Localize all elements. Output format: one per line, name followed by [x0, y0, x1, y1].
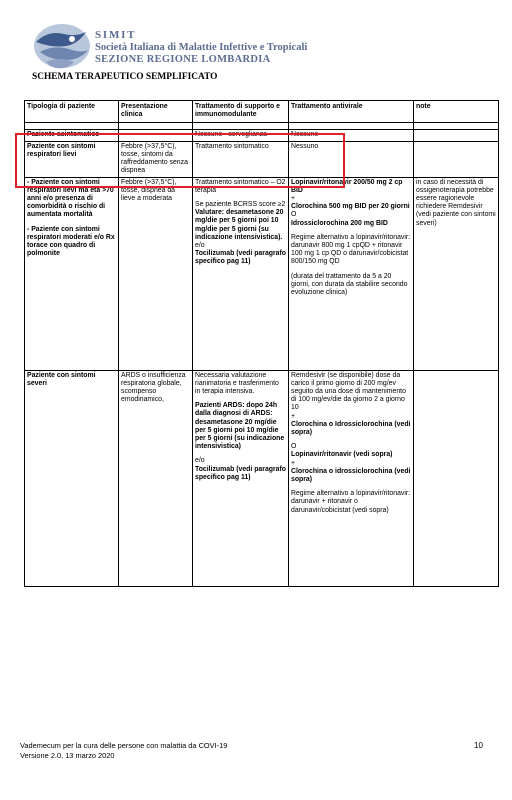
table-row [25, 177, 499, 370]
support-text: Tocilizumab (vedi paragrafo specifico pag 11) [195, 465, 286, 481]
antiviral-text: Clorochina o Idrossiclorochina (vedi sopra) [291, 420, 411, 437]
header-cell: note [414, 101, 499, 123]
clinical-cell: Febbre (>37,5°C), tosse, dispnea da lieve a moderata [119, 177, 193, 370]
antiviral-text: Lopinavir/ritonavir (vedi sopra) [291, 451, 393, 459]
antiviral-text: Remdesivir (se disponibile) dose da carico il primo giorno di 200 mg/ev seguito da una dose di mantenimento di 100 mg/ev/die da giorno 2 a giorno 10 [291, 371, 406, 412]
support-cell: Nessuno - sorveglianza [193, 130, 289, 141]
footer-title: Vademecum per la cura delle persone con malattia da COVI-19 [20, 741, 228, 750]
support-cell [193, 370, 289, 586]
antiviral-text: O [291, 443, 297, 451]
support-text: Necessaria valutazione rianimatoria e trasferimento in terapia intensiva. [195, 371, 279, 396]
support-text: Pazienti ARDS: dopo 24h dalla diagnosi di ARDS: desametasone 20 mg/die per 5 giorni poi 10 mg/die per 5 giorni (su indicazione intensivistica) [195, 402, 285, 451]
header-cell: Trattamento di supporto e immunomodulante [193, 101, 289, 123]
support-text: e/o [195, 457, 205, 465]
antiviral-text: Clorochina o idrossiclorochina (vedi sopra) [291, 467, 411, 484]
patient-text: - Paziente con sintomi respiratori lievi ma età >70 anni e/o presenza di comorbidità o rischio di aumentata mortalità [27, 178, 114, 219]
header-cell: Tipologia di paziente [25, 101, 119, 123]
note-cell [414, 130, 499, 141]
org-short-name: SIMIT [95, 29, 137, 41]
header-cell: Trattamento antivirale [289, 101, 414, 123]
antiviral-text: + [291, 412, 296, 420]
patient-text: - Paziente con sintomi respiratori moderati e/o Rx torace con quadro di polmonite [27, 225, 115, 258]
spacer-row [25, 123, 499, 130]
highlight-box [15, 133, 345, 188]
patient-cell: Paziente con sintomi respiratori lievi [25, 141, 119, 177]
note-cell [414, 141, 499, 177]
note-cell: in caso di necessità di ossigenoterapia potrebbe essere ragionevole richiedere Remdesivir (vedi paziente con sintomi severi) [414, 177, 499, 370]
antiviral-text: O [291, 211, 297, 219]
table-row [25, 370, 499, 586]
patient-cell: Paziente asintomatico [25, 130, 119, 141]
antiviral-text: Regime alternativo a lopinavir/ritonavir: darunavir + ritonavir o darunavir/cobicistat (vedi sopra) [291, 490, 411, 514]
support-text: Valutare: desametasone 20 mg/die per 5 giorni poi 10 mg/die per 5 giorni (su indicazione intensivistica). [195, 209, 284, 241]
support-text: e/o [195, 242, 205, 250]
page-number: 10 [474, 741, 483, 750]
antiviral-text: Idrossiclorochina 200 mg BID [291, 219, 388, 227]
support-text: Trattamento sintomatico – O2 terapia [195, 178, 286, 194]
clinical-cell: Febbre (>37,5°C), tosse, sintomi da raffreddamento senza dispnea [119, 141, 193, 177]
note-cell [414, 370, 499, 586]
support-cell [193, 177, 289, 370]
antiviral-cell: Nessuno [289, 141, 414, 177]
footer [20, 741, 227, 761]
antiviral-cell: Nessuno [289, 130, 414, 141]
patient-cell: Paziente con sintomi severi [25, 370, 119, 586]
antiviral-text: Lopinavir/ritonavir 200/50 mg 2 cp BID [291, 178, 403, 194]
antiviral-text: + [291, 195, 296, 203]
org-full-name: Società Italiana di Malattie Infettive e Tropicali [95, 41, 308, 53]
support-text: Tocilizumab (vedi paragrafo specifico pag 11) [195, 250, 286, 266]
footer-version: Versione 2.0, 13 marzo 2020 [20, 751, 115, 760]
header-organization [95, 29, 307, 67]
header-cell: Presentazione clinica [119, 101, 193, 123]
org-section: SEZIONE REGIONE LOMBARDIA [95, 54, 271, 65]
antiviral-cell [289, 177, 414, 370]
antiviral-text: + [291, 459, 296, 467]
clinical-cell: ARDS o insufficienza respiratoria globale, scompenso emodinamico, [119, 370, 193, 586]
antiviral-cell [289, 370, 414, 586]
simit-logo [28, 22, 90, 74]
page-title: SCHEMA TERAPEUTICO SEMPLIFICATO [32, 72, 218, 82]
support-text: Se paziente BCRSS score ≥2 [195, 201, 286, 209]
antiviral-text: (durata del trattamento da 5 a 20 giorni, con durata da stabilire secondo evoluzione clinica) [291, 272, 408, 297]
patient-cell [25, 177, 119, 370]
antiviral-text: Regime alternativo a lopinavir/ritonavir: darunavir 800 mg 1 cpQD + ritonavir 100 mg 1 cp QD o darunavir/cobicistat 800/150 mg QD [291, 233, 411, 266]
support-cell: Trattamento sintomatico [193, 141, 289, 177]
table-header-row [25, 101, 499, 123]
antiviral-text: Clorochina 500 mg BID per 20 giorni [291, 203, 410, 211]
